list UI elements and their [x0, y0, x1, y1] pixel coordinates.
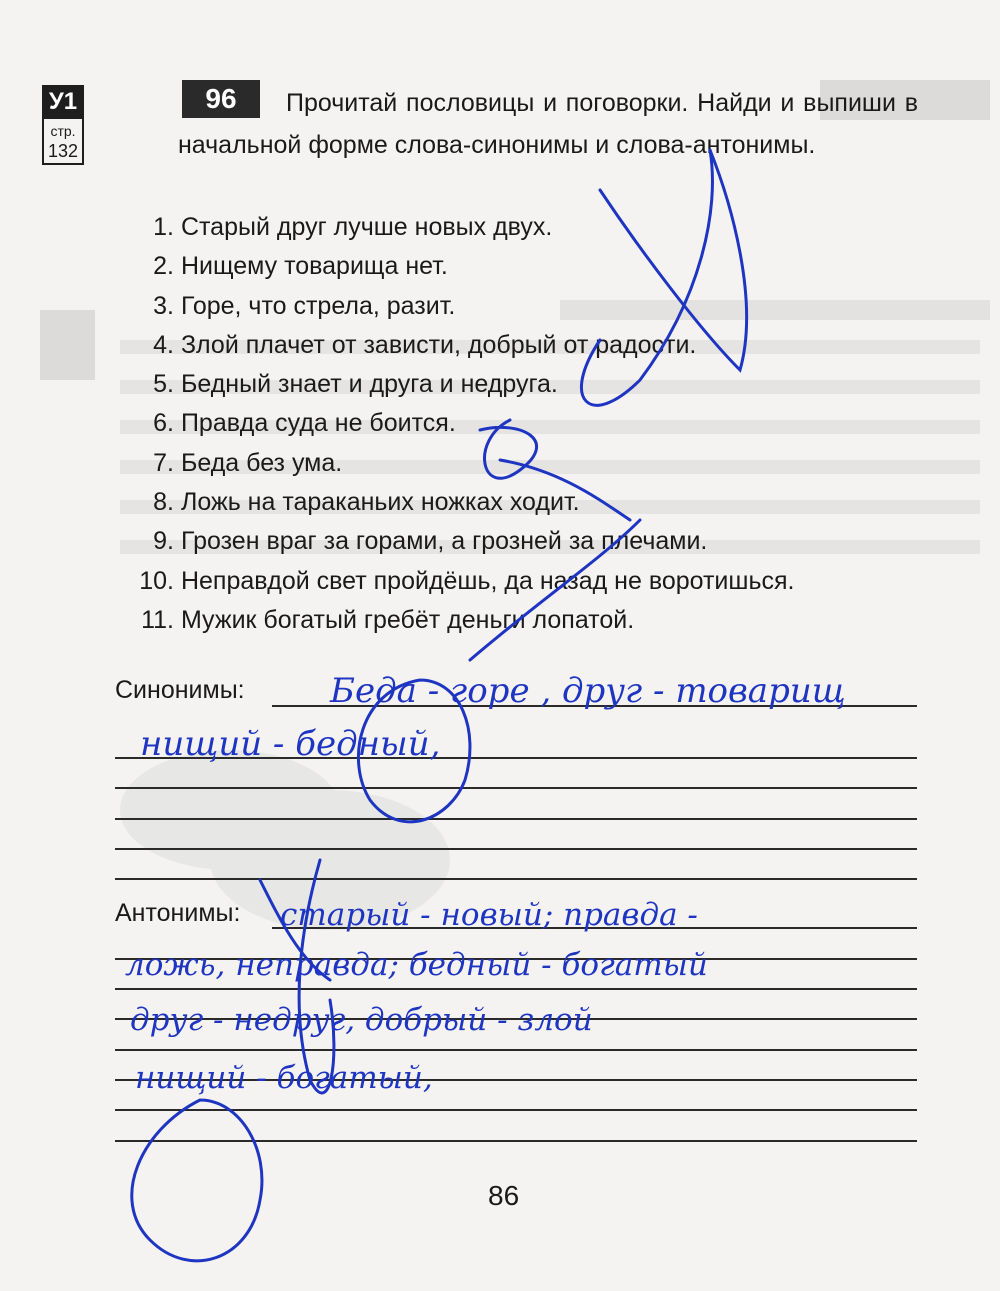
- proverb-number: 5.: [153, 370, 174, 399]
- proverb-number: 7.: [153, 448, 174, 477]
- proverb-number: 4.: [153, 330, 174, 359]
- proverb-text: Ложь на тараканьих ножках ходит.: [180, 488, 580, 517]
- proverb-text: Бедный знает и друга и недруга.: [180, 370, 558, 399]
- page-number: 86: [488, 1180, 520, 1211]
- handwritten-antonyms-line: старый - новый; правда -: [280, 897, 698, 933]
- handwritten-antonyms-line: нищий - богатый,: [135, 1060, 433, 1096]
- page-abbr-label: стр.: [50, 123, 76, 139]
- proverb-text: Горе, что стрела, разит.: [180, 291, 456, 320]
- proverb-text: Мужик богатый гребёт деньги лопатой.: [180, 605, 635, 634]
- handwritten-synonyms-line: нищий - бедный,: [140, 724, 441, 764]
- proverb-number: 8.: [153, 488, 174, 517]
- proverb-text: Неправдой свет пройдёшь, да назад не воротишься.: [180, 566, 795, 595]
- proverb-text: Правда суда не боится.: [180, 409, 456, 438]
- unit-label: У1: [42, 85, 84, 119]
- proverb-number: 6.: [153, 409, 174, 438]
- proverb-number: 10.: [139, 566, 174, 595]
- proverb-text: Грозен враг за горами, а грозней за плечами.: [180, 527, 708, 556]
- proverb-text: Нищему товарища нет.: [180, 252, 448, 281]
- proverb-number: 11.: [141, 605, 174, 634]
- reference-page-number: 132: [47, 141, 79, 161]
- handwritten-antonyms-line: друг - недруг, добрый - злой: [130, 1002, 593, 1038]
- antonyms-label: Антонимы:: [115, 899, 241, 927]
- proverb-number: 1.: [153, 213, 174, 241]
- handwritten-antonyms-line: ложь, неправда; бедный - богатый: [125, 947, 708, 983]
- task-instruction: Прочитай пословицы и поговорки. Найди и выпиши в начальной форме слова-синонимы и слова-антонимы.: [178, 89, 918, 159]
- handwritten-synonyms-line: Беда - горе , друг - товарищ: [330, 671, 846, 711]
- proverb-number: 3.: [153, 291, 174, 320]
- proverb-number: 2.: [153, 252, 174, 281]
- proverb-number: 9.: [153, 527, 174, 556]
- synonyms-label: Синонимы:: [115, 676, 245, 704]
- proverb-text: Злой плачет от зависти, добрый от радости.: [180, 330, 697, 359]
- proverb-text: Беда без ума.: [180, 448, 343, 477]
- proverb-text: Старый друг лучше новых двух.: [180, 213, 553, 241]
- task-number-badge: 96: [182, 80, 260, 118]
